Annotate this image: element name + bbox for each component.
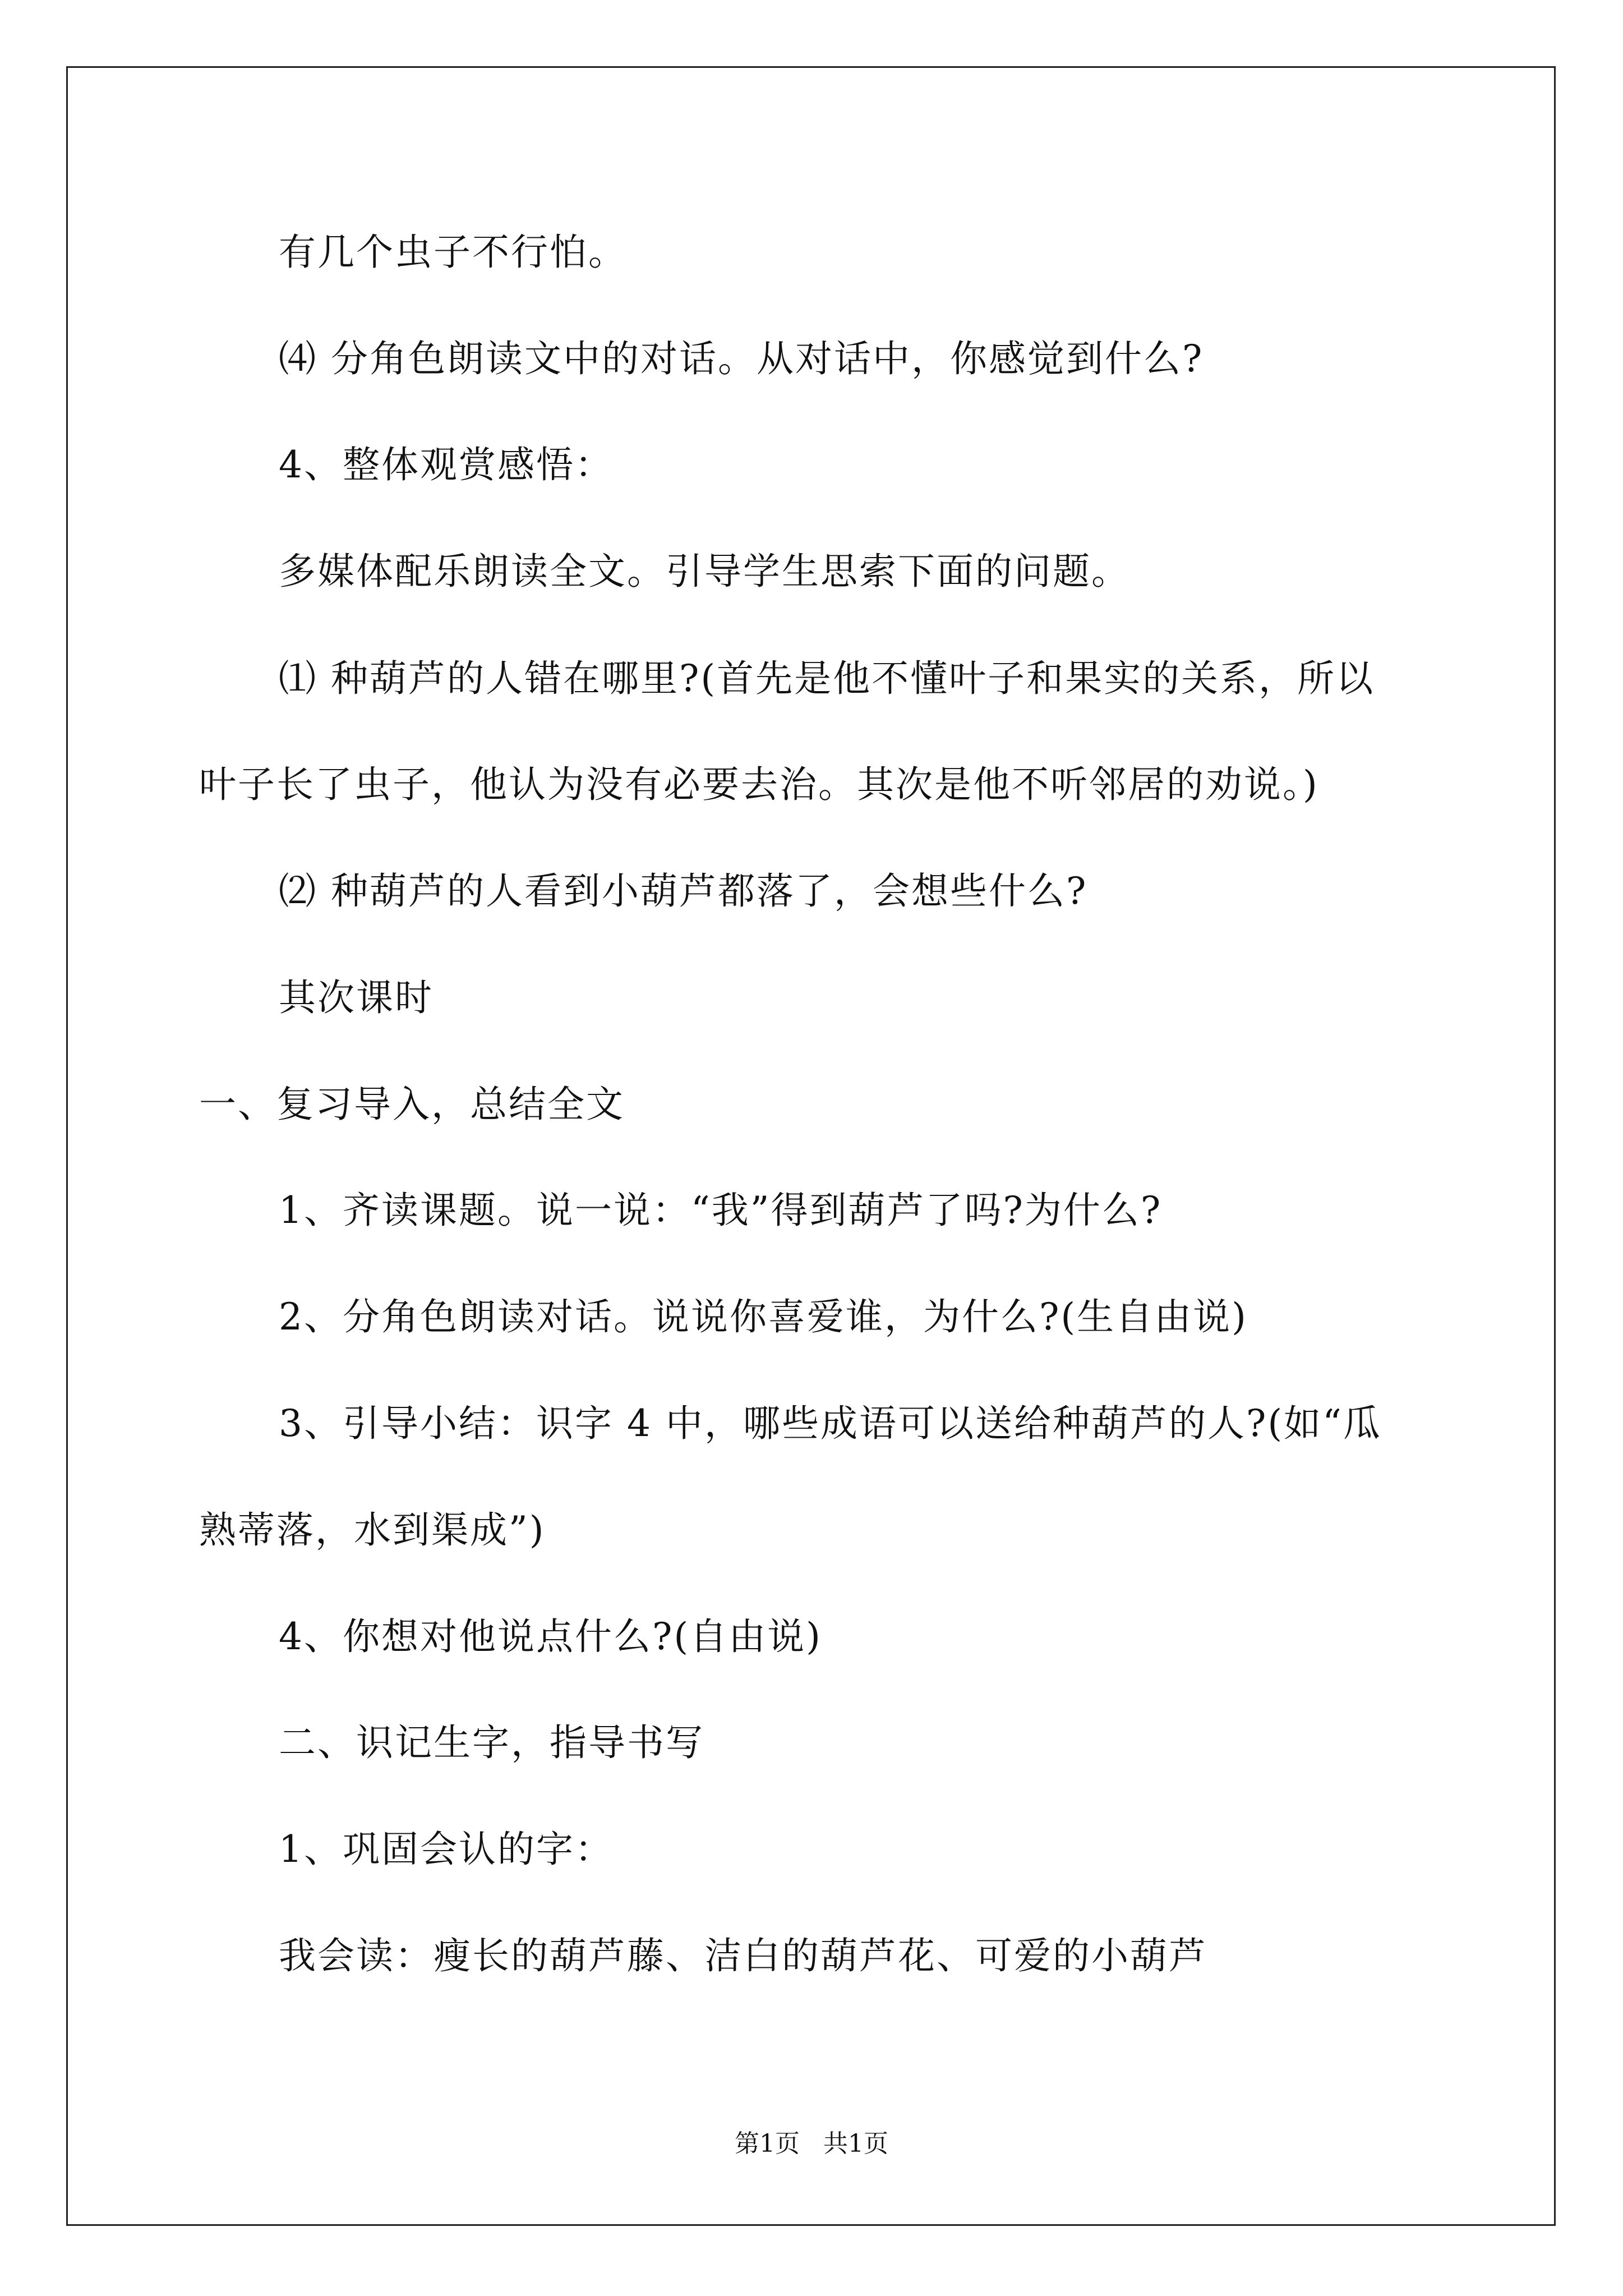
section-heading: 一、复习导入，总结全文: [199, 1083, 625, 1126]
page-border: [66, 66, 1556, 2226]
text-line: 我会读：瘦长的葫芦藤、洁白的葫芦花、可爱的小葫芦: [279, 1934, 1207, 1977]
text-line: 4、你想对他说点什么?(自由说): [279, 1615, 822, 1658]
text-line: 多媒体配乐朗读全文。引导学生思索下面的问题。: [279, 550, 1130, 593]
text-line: 叶子长了虫子，他认为没有必要去治。其次是他不听邻居的劝说。): [199, 763, 1319, 806]
text-line: 3、引导小结：识字 4 中，哪些成语可以送给种葫芦的人?(如“瓜: [279, 1402, 1382, 1445]
text-line: 有几个虫子不行怕。: [279, 231, 627, 274]
text-line: 4、整体观赏感悟：: [279, 443, 614, 486]
text-line: 1、齐读课题。说一说：“我”得到葫芦了吗?为什么?: [279, 1189, 1163, 1232]
text-line: ⑷ 分角色朗读文中的对话。从对话中，你感觉到什么?: [279, 337, 1204, 380]
text-line: 2、分角色朗读对话。说说你喜爱谁，为什么?(生自由说): [279, 1295, 1248, 1338]
text-line: 1、巩固会认的字：: [279, 1828, 614, 1871]
text-line: ⑴ 种葫芦的人错在哪里?(首先是他不懂叶子和果实的关系，所以: [279, 657, 1375, 700]
text-line: 熟蒂落，水到渠成”): [199, 1508, 546, 1552]
text-line: ⑵ 种葫芦的人看到小葫芦都落了，会想些什么?: [279, 869, 1088, 913]
section-heading: 二、识记生字，指导书写: [279, 1721, 704, 1764]
text-line: 其次课时: [279, 976, 434, 1019]
page-footer: 第1页 共1页: [735, 2129, 888, 2158]
